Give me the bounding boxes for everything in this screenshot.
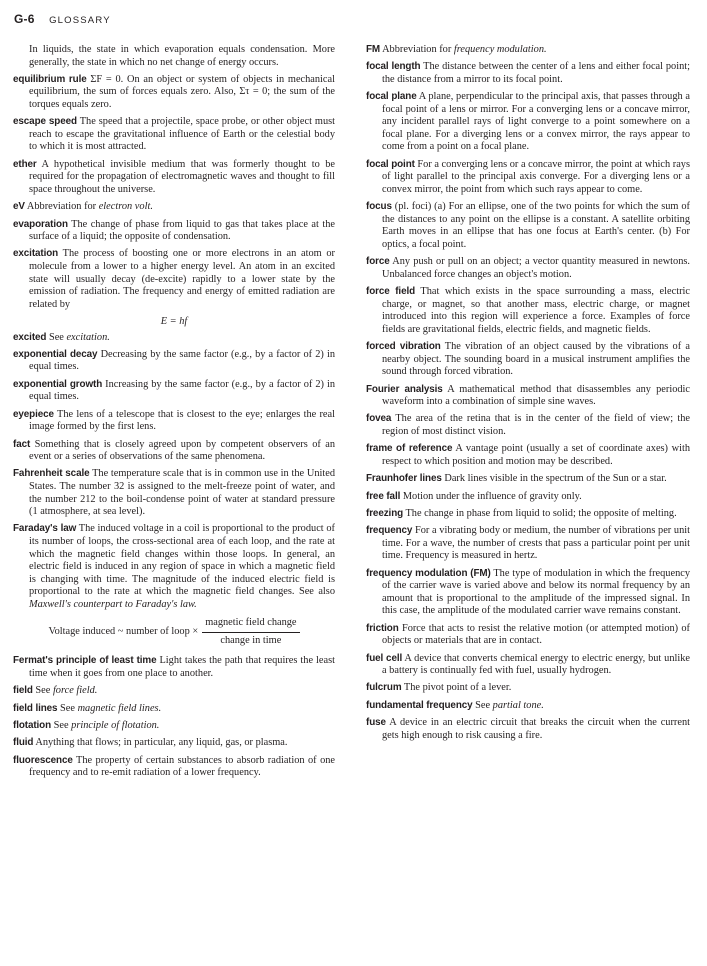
definition: See [35, 685, 53, 697]
glossary-entry [366, 491, 690, 504]
definition: The speed that a projectile, space probe, or other object must reach to escape the gravitational influence of Earth or the celestial body to which it is most attracted. [29, 116, 336, 153]
definition: The distance between the center of a lens and either focal point; the distance from a mirror to its focal point. [382, 61, 691, 85]
glossary-entry [366, 61, 690, 86]
term: eyepiece [13, 408, 54, 420]
formula-left: Voltage induced ~ number of loop × [48, 626, 199, 637]
definition: A device that converts chemical energy to electric energy, but unlike a battery is continually fed with fuel, usually hydrogen. [382, 652, 691, 677]
term: excited [13, 331, 47, 343]
definition: A mathematical method that disassembles any periodic waveform into a combination of simple sine waves. [382, 383, 690, 408]
glossary-entry [13, 703, 335, 716]
term: fuel cell [366, 652, 403, 664]
definition: Decreasing by the same factor (e.g., by a factor of 2) in equal times. [29, 348, 335, 373]
definition: See [53, 719, 72, 731]
definition: A hypothetical invisible medium that was formerly thought to be required for the propagation of electromagnetic waves and thought to fill space throughout the universe. [29, 158, 336, 195]
glossary-entry [13, 409, 335, 434]
glossary-entry [13, 349, 335, 374]
glossary-entry [13, 737, 335, 750]
running-title: GLOSSARY [49, 15, 111, 26]
glossary-entry [13, 116, 335, 154]
glossary-entry [366, 91, 690, 154]
term: frequency [366, 525, 413, 537]
definition: The temperature scale that is in common use in the United States. The number 32 is assigned to the melt-freeze point of water, and the number 212 to the boil-condense point of water at standard pressure (1 atmosphere, at sea level). [29, 468, 335, 518]
term: fluid [13, 737, 34, 749]
glossary-entry [13, 219, 335, 244]
definition: The type of modulation in which the frequency of the carrier wave is varied above and below its normal frequency by an amount that is proportional to the amplitude of the impressed signal. In this case, the amplitude of the modulated carrier wave remains constant. [382, 567, 690, 617]
glossary-entry [366, 44, 690, 57]
glossary-entry [13, 201, 335, 214]
term: force [366, 256, 390, 268]
term: escape speed [13, 116, 77, 128]
definition: The vibration of an object caused by the vibrations of a nearby object. The sounding board in a musical instrument amplifies the sound through forced vibration. [382, 341, 690, 378]
definition: (pl. foci) (a) For an ellipse, one of the two points for which the sum of the distances to any point on the ellipse is a constant. A satellite orbiting Earth moves in an ellipse that has one focus at Earth's center. (b) For optics, a focal point. [382, 201, 691, 250]
glossary-entry [366, 443, 690, 468]
term: fact [13, 438, 31, 450]
term: fuse [366, 717, 386, 729]
glossary-entry [366, 473, 690, 486]
definition: Abbreviation for [26, 201, 99, 213]
definition: See [475, 699, 493, 711]
term: FM [366, 44, 381, 55]
term: freezing [366, 507, 404, 519]
glossary-entry [366, 623, 690, 648]
term: Faraday's law [13, 523, 77, 535]
term: Fahrenheit scale [13, 468, 90, 480]
term: evaporation [13, 218, 68, 230]
glossary-entry [366, 700, 690, 713]
cross-reference: principle of flotation. [71, 719, 160, 731]
term: frame of reference [366, 443, 453, 455]
glossary-entry [366, 525, 690, 563]
glossary-entry [366, 653, 690, 678]
definition: Something that is closely agreed upon by competent observers of an event or a series of observations of the same phenomena. [29, 438, 335, 463]
term: free fall [366, 490, 401, 502]
fraction-numerator: magnetic field change [202, 617, 299, 633]
glossary-entry [13, 332, 335, 345]
page-number: G-6 [14, 12, 35, 26]
term: fundamental frequency [366, 699, 473, 711]
term: equilibrium rule [13, 73, 87, 85]
term: ether [13, 158, 37, 170]
definition: A vantage point (usually a set of coordinate axes) with respect to which position and motion may be described. [382, 443, 690, 467]
faraday-formula [13, 617, 335, 647]
term: focus [366, 201, 392, 213]
glossary-entry [13, 523, 335, 611]
glossary-entry [13, 74, 335, 112]
definition: ΣF = 0. On an object or system of objects in mechanical equilibrium, the sum of forces equals zero. Also, Στ = 0; the sum of the torques equals zero. [29, 73, 335, 110]
term: Fourier analysis [366, 383, 443, 395]
definition: Any push or pull on an object; a vector quantity measured in newtons. Unbalanced force changes an object's motion. [382, 256, 690, 280]
glossary-entry [13, 655, 335, 680]
definition: That which exists in the space surrounding a mass, electric charge, or magnet, so that another mass, electric charge, or magnet introduced into this region will experience a force. Examples of force fields are gravitational fields, electric fields, and magnetic fields. [382, 286, 690, 335]
term: exponential growth [13, 378, 103, 390]
definition: The induced voltage in a coil is proportional to the product of its number of loops, the cross-sectional area of each loop, and the rate at which the magnetic field changes within those loops. In general, an electric field is induced in any region of space in which a magnetic field is changing with time. The magnitude of the induced electric field is proportional to the rate at which the magnetic field changes. See also [29, 523, 335, 598]
excitation-formula: E = hf [160, 315, 188, 327]
glossary-entry [366, 717, 690, 742]
definition: See [60, 702, 78, 714]
glossary-entry [13, 248, 335, 311]
definition: Increasing by the same factor (e.g., by a factor of 2) in equal times. [29, 378, 335, 403]
glossary-entry [13, 468, 335, 518]
term: focal plane [366, 91, 417, 103]
term: field [13, 685, 33, 697]
definition: The change of phase from liquid to gas that takes place at the surface of a liquid; the opposite of condensation. [29, 218, 335, 243]
glossary-entry [366, 256, 690, 281]
definition: The area of the retina that is in the center of the field of view; the region of most distinct vision. [382, 413, 690, 437]
glossary-entry [13, 720, 335, 733]
term: Fermat's principle of least time [13, 655, 157, 667]
cross-reference: electron volt. [98, 201, 153, 213]
page-header [14, 10, 111, 28]
definition: The process of boosting one or more electrons in an atom or molecule from a lower to a higher energy level. An atom in an excited state will usually decay (de-excite) rapidly to a lower state by the emission of radiation. The frequency and energy of emitted radiation are related by [29, 248, 336, 310]
term: force field [366, 286, 416, 298]
glossary-entry [13, 159, 335, 197]
term: friction [366, 622, 399, 634]
definition: A device in an electric circuit that breaks the circuit when the current gets high enough to risk causing a fire. [382, 717, 690, 741]
definition: For a vibrating body or medium, the number of vibrations per unit time. For a wave, the number of crests that pass a particular point per unit time. Frequency is measured in hertz. [382, 525, 691, 562]
definition: Light takes the path that requires the least time when it goes from one place to another. [29, 655, 335, 679]
definition: Force that acts to resist the relative motion (or attempted motion) of objects or materials that are in contact. [382, 622, 690, 647]
glossary-entry [366, 568, 690, 618]
term: field lines [13, 702, 58, 714]
definition: In liquids, the state in which evaporation equals condensation. More generally, the state in which no net change of energy occurs. [29, 44, 335, 68]
cross-reference: partial tone. [492, 699, 544, 711]
cross-reference: magnetic field lines. [77, 702, 162, 714]
left-column [13, 44, 335, 784]
glossary-entry [13, 755, 335, 780]
definition: A plane, perpendicular to the principal axis, that passes through a focal point of a lens or mirror. For a converging lens or a concave mirror, any incident parallel rays of light converge to a point somewhere on a focal plane. For a diverging lens or a convex mirror, the rays appear to come from a point on a focal plane. [382, 91, 690, 153]
cross-reference: Maxwell's counterpart to Faraday's law. [29, 598, 197, 610]
glossary-entry [13, 685, 335, 698]
term: exponential decay [13, 348, 98, 360]
cross-reference: frequency modulation. [453, 44, 547, 55]
glossary-entry [366, 286, 690, 336]
term: focal length [366, 61, 421, 73]
glossary-entry [366, 201, 690, 251]
glossary-entry [366, 682, 690, 695]
definition: Anything that flows; in particular, any liquid, gas, or plasma. [35, 737, 288, 749]
glossary-entry [366, 508, 690, 521]
definition: The pivot point of a lever. [403, 682, 512, 694]
definition: Abbreviation for [382, 44, 454, 55]
term: fluorescence [13, 754, 73, 766]
cross-reference: force field. [52, 685, 98, 697]
term: excitation [13, 248, 59, 260]
term: flotation [13, 719, 52, 731]
glossary-entry [366, 341, 690, 379]
cross-reference: excitation. [66, 331, 110, 343]
definition: Motion under the influence of gravity only. [402, 490, 582, 502]
term: eV [13, 201, 25, 213]
definition: The property of certain substances to absorb radiation of one frequency and to re-emit radiation of a lower frequency. [29, 754, 336, 779]
definition: For a converging lens or a concave mirror, the point at which rays of light parallel to the principal axis converge. For a diverging lens or a convex mirror, the point from which such rays appear to come. [382, 158, 690, 195]
glossary-entry [13, 439, 335, 464]
term: forced vibration [366, 341, 441, 353]
definition: The lens of a telescope that is closest to the eye; enlarges the real image formed by the first lens. [29, 408, 335, 433]
glossary-entry [13, 379, 335, 404]
glossary-entry [366, 413, 690, 438]
right-column [366, 44, 690, 747]
fraction [202, 617, 299, 647]
glossary-entry [13, 44, 335, 69]
term: fovea [366, 413, 392, 425]
glossary-entry [366, 384, 690, 409]
definition: See [48, 331, 67, 343]
term: fulcrum [366, 682, 402, 694]
definition: The change in phase from liquid to solid; the opposite of melting. [405, 507, 677, 519]
term: focal point [366, 158, 415, 170]
fraction-denominator: change in time [220, 634, 282, 646]
term: Fraunhofer lines [366, 473, 442, 485]
term: frequency modulation (FM) [366, 567, 491, 579]
definition: Dark lines visible in the spectrum of the Sun or a star. [444, 473, 667, 485]
glossary-entry [366, 159, 690, 197]
